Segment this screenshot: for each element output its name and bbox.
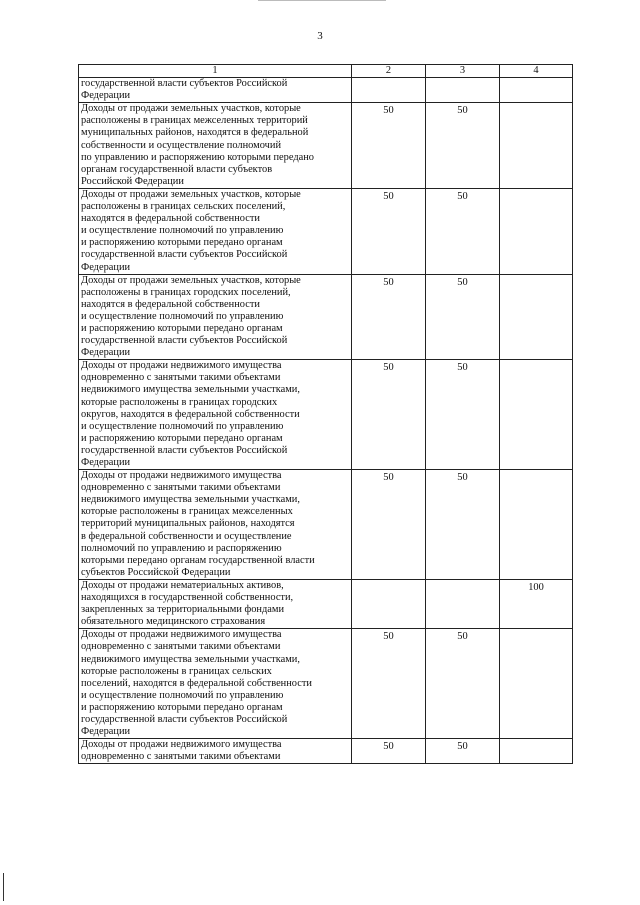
row-value-col2: 50 — [352, 739, 426, 764]
row-description: Доходы от продажи недвижимого имущества одновременно с занятыми такими объектами недвижимого имущества земельными участками, которые расположены в границах межселенных территорий муниципальных районов, находятся в федеральной собственности и осуществление полномочий по управлению и распоряжению которыми передано органам государственной власти субъектов Российской Федерации — [79, 470, 352, 580]
binding-mark — [3, 873, 4, 901]
row-description: Доходы от продажи недвижимого имущества одновременно с занятыми такими объектами недвижимого имущества земельными участками, которые расположены в границах сельских поселений, находятся в федеральной собственности и осуществление полномочий по управлению и распоряжению которыми передано органам государственной власти субъектов Российской Федерации — [79, 629, 352, 739]
row-value-col4 — [500, 188, 573, 274]
row-description: Доходы от продажи недвижимого имущества одновременно с занятыми такими объектами — [79, 739, 352, 764]
row-description: Доходы от продажи нематериальных активов, находящихся в государственной собственности, закрепленных за территориальными фондами обязательного медицинского страхования — [79, 579, 352, 628]
table-row — [79, 629, 573, 739]
row-value-col2: 50 — [352, 629, 426, 739]
page-number: 3 — [317, 30, 323, 42]
row-value-col4 — [500, 274, 573, 360]
table-row — [79, 739, 573, 764]
row-value-col4 — [500, 78, 573, 103]
column-header-1: 1 — [79, 65, 352, 78]
row-value-col3: 50 — [426, 739, 500, 764]
row-value-col3: 50 — [426, 629, 500, 739]
row-value-col3: 50 — [426, 470, 500, 580]
table-row — [79, 78, 573, 103]
top-divider — [258, 0, 386, 1]
row-value-col3: 50 — [426, 103, 500, 189]
row-value-col4 — [500, 103, 573, 189]
row-description: Доходы от продажи земельных участков, которые расположены в границах межселенных территорий муниципальных районов, находятся в федеральной собственности и осуществление полномочий по управлению и распоряжению которыми передано органам государственной власти субъектов Российской Федерации — [79, 103, 352, 189]
row-value-col4 — [500, 470, 573, 580]
row-value-col2: 50 — [352, 274, 426, 360]
row-value-col2: 50 — [352, 360, 426, 470]
row-value-col2: 50 — [352, 470, 426, 580]
row-value-col3 — [426, 579, 500, 628]
row-value-col2 — [352, 579, 426, 628]
row-description: Доходы от продажи земельных участков, которые расположены в границах сельских поселений, находятся в федеральной собственности и осуществление полномочий по управлению и распоряжению которыми передано органам государственной власти субъектов Российской Федерации — [79, 188, 352, 274]
row-description: Доходы от продажи земельных участков, которые расположены в границах городских поселений, находятся в федеральной собственности и осуществление полномочий по управлению и распоряжению которыми передано органам государственной власти субъектов Российской Федерации — [79, 274, 352, 360]
table-row — [79, 103, 573, 189]
row-description: государственной власти субъектов Российской Федерации — [79, 78, 352, 103]
table-row — [79, 470, 573, 580]
row-value-col2 — [352, 78, 426, 103]
column-header-3: 3 — [426, 65, 500, 78]
revenue-distribution-table — [78, 64, 573, 764]
row-value-col4: 100 — [500, 579, 573, 628]
row-description: Доходы от продажи недвижимого имущества одновременно с занятыми такими объектами недвижимого имущества земельными участками, которые расположены в границах городских округов, находятся в федеральной собственности и осуществление полномочий по управлению и распоряжению которыми передано органам государственной власти субъектов Российской Федерации — [79, 360, 352, 470]
column-header-2: 2 — [352, 65, 426, 78]
row-value-col2: 50 — [352, 188, 426, 274]
table-header-row — [79, 65, 573, 78]
row-value-col4 — [500, 629, 573, 739]
row-value-col3 — [426, 78, 500, 103]
row-value-col3: 50 — [426, 188, 500, 274]
row-value-col4 — [500, 360, 573, 470]
row-value-col3: 50 — [426, 360, 500, 470]
table-row — [79, 579, 573, 628]
row-value-col3: 50 — [426, 274, 500, 360]
table-row — [79, 274, 573, 360]
table-row — [79, 188, 573, 274]
row-value-col4 — [500, 739, 573, 764]
table-row — [79, 360, 573, 470]
row-value-col2: 50 — [352, 103, 426, 189]
column-header-4: 4 — [500, 65, 573, 78]
